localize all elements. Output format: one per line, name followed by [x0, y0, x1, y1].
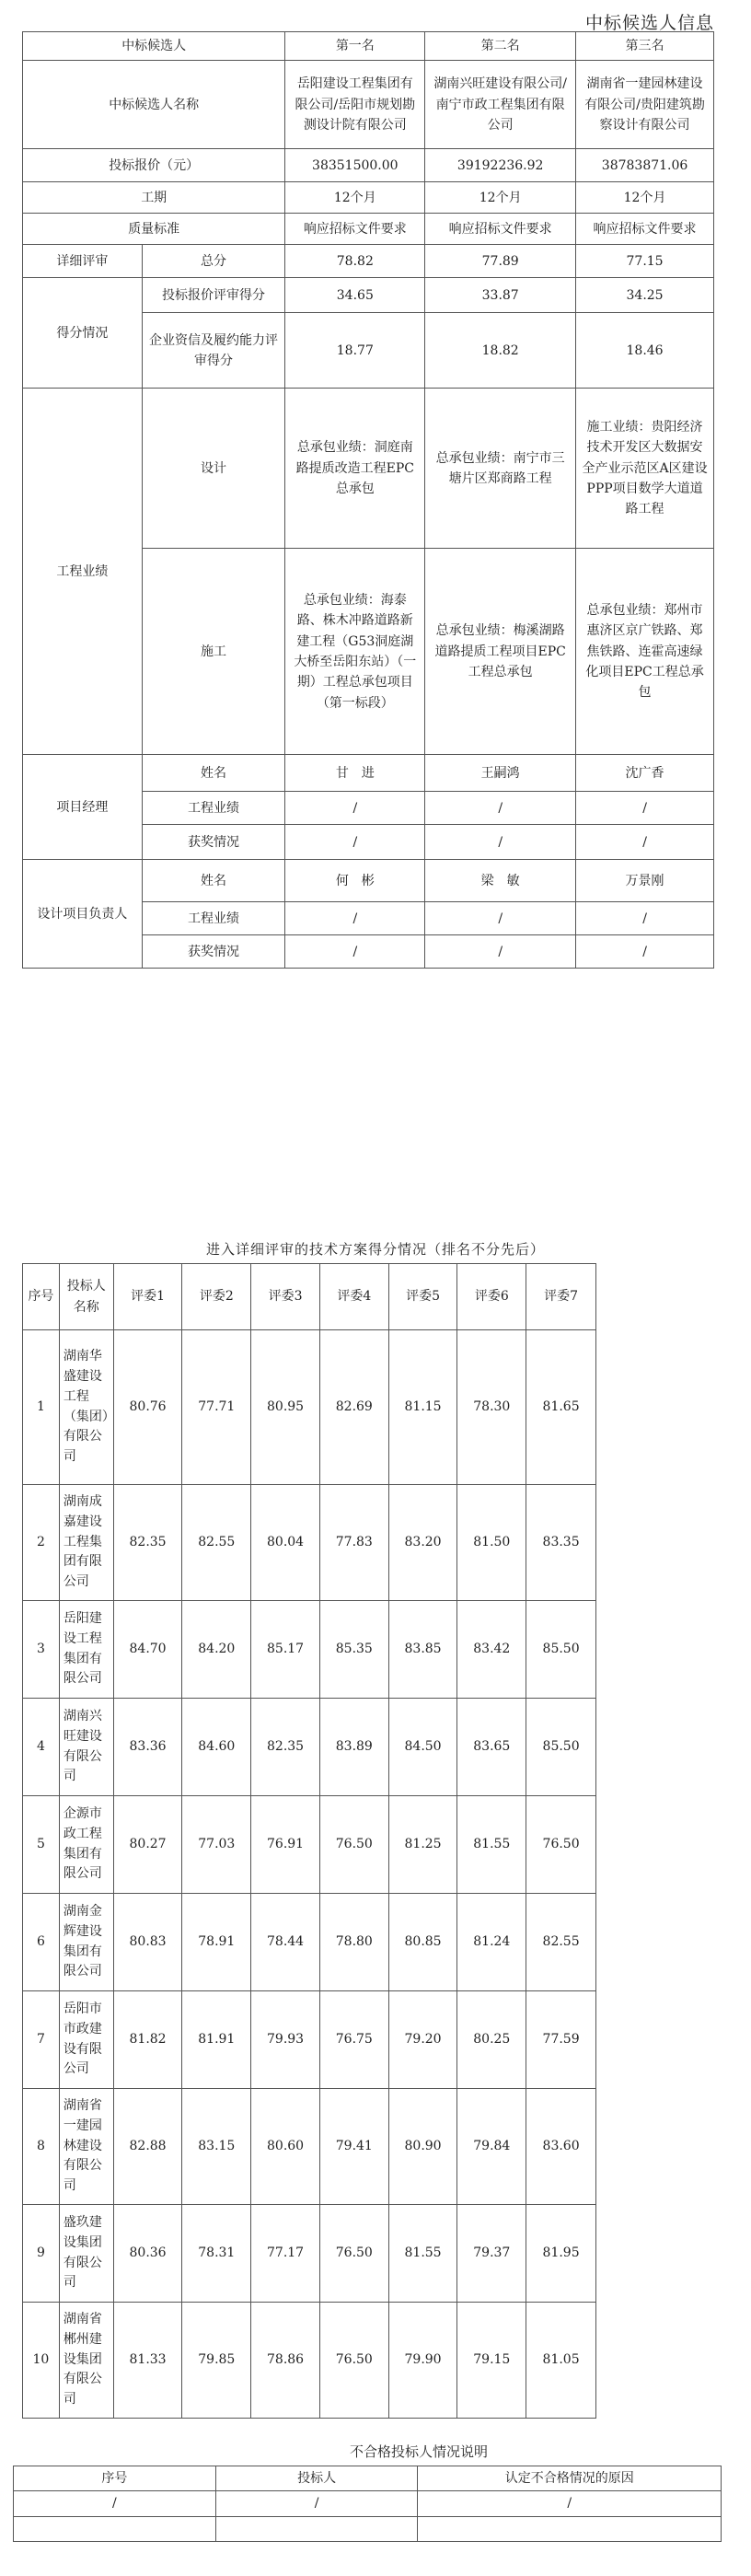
unqualified-no: /: [14, 2491, 216, 2516]
judge-score: 83.60: [526, 2089, 596, 2205]
row-number: 10: [23, 2303, 60, 2419]
col-header: 投标人: [215, 2466, 418, 2491]
dl-name-3: 万景刚: [576, 860, 714, 902]
judge-score: 84.50: [388, 1699, 457, 1796]
rank-2: 第二名: [425, 32, 576, 61]
qual-score-3: 18.46: [576, 313, 714, 389]
bidder-name: 湖南省一建园林建设有限公司: [59, 2089, 113, 2205]
rank-3: 第三名: [576, 32, 714, 61]
quality-label: 质量标准: [23, 214, 285, 245]
table-row: [23, 1991, 596, 2089]
dl-award-label: 获奖情况: [142, 935, 285, 969]
row-number: 7: [23, 1991, 60, 2089]
judge-score: 78.91: [182, 1894, 251, 1991]
judge-score: 83.35: [526, 1485, 596, 1601]
pm-award-3: /: [576, 825, 714, 860]
bidder-name: 湖南金辉建设集团有限公司: [59, 1894, 113, 1991]
dl-name-1: 何 彬: [285, 860, 425, 902]
period-2: 12个月: [425, 182, 576, 214]
rank-1: 第一名: [285, 32, 425, 61]
judge-score: 78.80: [319, 1894, 388, 1991]
judge-score: 81.05: [526, 2303, 596, 2419]
col-header: 评委7: [526, 1264, 596, 1330]
total-2: 77.89: [425, 245, 576, 278]
pm-award-2: /: [425, 825, 576, 860]
price-3: 38783871.06: [576, 149, 714, 182]
judge-score: 78.30: [457, 1330, 526, 1485]
candidate-name-3: 湖南省一建园林建设有限公司/贵阳建筑勘察设计有限公司: [576, 61, 714, 149]
pm-name-3: 沈广香: [576, 755, 714, 792]
dl-perf-1: /: [285, 902, 425, 935]
unqualified-title: 不合格投标人情况说明: [350, 2443, 489, 2460]
dl-perf-3: /: [576, 902, 714, 935]
quality-1: 响应招标文件要求: [285, 214, 425, 245]
tech-score-table: [22, 1263, 596, 2419]
judge-score: 76.50: [319, 2303, 388, 2419]
judge-score: 77.17: [251, 2205, 320, 2303]
row-number: 1: [23, 1330, 60, 1485]
pm-perf-1: /: [285, 792, 425, 825]
table-row: [23, 1485, 596, 1601]
construct-2: 总承包业绩：梅溪湖路道路提质工程项目EPC工程总承包: [425, 549, 576, 755]
judge-score: 78.31: [182, 2205, 251, 2303]
pm-name-1: 甘 进: [285, 755, 425, 792]
row-number: 5: [23, 1796, 60, 1894]
judge-score: 82.55: [182, 1485, 251, 1601]
candidate-table: [22, 31, 714, 969]
dl-award-3: /: [576, 935, 714, 969]
judge-score: 82.69: [319, 1330, 388, 1485]
total-1: 78.82: [285, 245, 425, 278]
judge-score: 80.36: [113, 2205, 182, 2303]
judge-score: 81.33: [113, 2303, 182, 2419]
construct-1: 总承包业绩：海泰路、株木冲路道路新建工程（G53洞庭湖大桥至岳阳东站）（一期）工程总承包项目（第一标段）: [285, 549, 425, 755]
empty-cell: [215, 2516, 418, 2541]
dl-award-2: /: [425, 935, 576, 969]
judge-score: 76.75: [319, 1991, 388, 2089]
judge-score: 81.65: [526, 1330, 596, 1485]
judge-score: 79.20: [388, 1991, 457, 2089]
qual-score-label: 企业资信及履约能力评审得分: [142, 313, 285, 389]
judge-score: 82.55: [526, 1894, 596, 1991]
col-header: 评委6: [457, 1264, 526, 1330]
judge-score: 82.88: [113, 2089, 182, 2205]
performance-label: 工程业绩: [23, 389, 143, 755]
qual-score-2: 18.82: [425, 313, 576, 389]
col-header: 评委1: [113, 1264, 182, 1330]
period-1: 12个月: [285, 182, 425, 214]
judge-score: 82.35: [113, 1485, 182, 1601]
judge-score: 77.83: [319, 1485, 388, 1601]
empty-cell: [14, 2516, 216, 2541]
judge-score: 83.15: [182, 2089, 251, 2205]
table-row: [23, 2205, 596, 2303]
judge-score: 80.25: [457, 1991, 526, 2089]
pm-name-2: 王嗣鸿: [425, 755, 576, 792]
candidate-name-2: 湖南兴旺建设有限公司/南宁市政工程集团有限公司: [425, 61, 576, 149]
period-3: 12个月: [576, 182, 714, 214]
judge-score: 76.50: [319, 1796, 388, 1894]
judge-score: 80.60: [251, 2089, 320, 2205]
table-row: [23, 2303, 596, 2419]
tech-header-row: [23, 1264, 596, 1330]
design-1: 总承包业绩：洞庭南路提质改造工程EPC总承包: [285, 389, 425, 549]
bidder-name: 岳阳建设工程集团有限公司: [59, 1601, 113, 1699]
period-label: 工期: [23, 182, 285, 214]
pm-award-1: /: [285, 825, 425, 860]
judge-score: 81.91: [182, 1991, 251, 2089]
pm-perf-2: /: [425, 792, 576, 825]
bidder-name: 湖南华盛建设工程（集团）有限公司: [59, 1330, 113, 1485]
price-label: 投标报价（元）: [23, 149, 285, 182]
judge-score: 76.91: [251, 1796, 320, 1894]
design-lead-label: 设计项目负责人: [23, 860, 143, 969]
judge-score: 83.42: [457, 1601, 526, 1699]
dl-award-1: /: [285, 935, 425, 969]
judge-score: 76.50: [319, 2205, 388, 2303]
pm-perf-label: 工程业绩: [142, 792, 285, 825]
judge-score: 79.41: [319, 2089, 388, 2205]
judge-score: 81.25: [388, 1796, 457, 1894]
judge-score: 79.37: [457, 2205, 526, 2303]
bidder-name: 湖南省郴州建设集团有限公司: [59, 2303, 113, 2419]
bidder-name: 岳阳市市政建设有限公司: [59, 1991, 113, 2089]
judge-score: 85.50: [526, 1699, 596, 1796]
judge-score: 81.55: [388, 2205, 457, 2303]
col-header: 评委4: [319, 1264, 388, 1330]
judge-score: 79.84: [457, 2089, 526, 2205]
bid-score-3: 34.25: [576, 278, 714, 313]
pm-award-label: 获奖情况: [142, 825, 285, 860]
candidate-name-1: 岳阳建设工程集团有限公司/岳阳市规划勘测设计院有限公司: [285, 61, 425, 149]
col-header: 投标人名称: [59, 1264, 113, 1330]
judge-score: 77.71: [182, 1330, 251, 1485]
judge-score: 81.82: [113, 1991, 182, 2089]
name-label: 中标候选人名称: [23, 61, 285, 149]
row-number: 2: [23, 1485, 60, 1601]
judge-score: 85.35: [319, 1601, 388, 1699]
judge-score: 83.89: [319, 1699, 388, 1796]
empty-cell: [418, 2516, 722, 2541]
judge-score: 80.85: [388, 1894, 457, 1991]
table-row: [23, 1894, 596, 1991]
judge-score: 78.44: [251, 1894, 320, 1991]
dl-perf-2: /: [425, 902, 576, 935]
bidder-name: 湖南成嘉建设工程集团有限公司: [59, 1485, 113, 1601]
price-1: 38351500.00: [285, 149, 425, 182]
judge-score: 82.35: [251, 1699, 320, 1796]
judge-score: 83.65: [457, 1699, 526, 1796]
judge-score: 79.15: [457, 2303, 526, 2419]
judge-score: 83.20: [388, 1485, 457, 1601]
unqualified-table: [13, 2466, 722, 2542]
judge-score: 80.83: [113, 1894, 182, 1991]
construct-label: 施工: [142, 549, 285, 755]
pm-name-label: 姓名: [142, 755, 285, 792]
construct-3: 总承包业绩：郑州市惠济区京广铁路、郑焦铁路、连霍高速绿化项目EPC工程总承包: [576, 549, 714, 755]
table-row: [23, 1699, 596, 1796]
unqualified-bidder: /: [215, 2491, 418, 2516]
judge-score: 80.27: [113, 1796, 182, 1894]
design-3: 施工业绩：贵阳经济技术开发区大数据安全产业示范区A区建设PPP项目数学大道道路工程: [576, 389, 714, 549]
score-label: 得分情况: [23, 278, 143, 389]
judge-score: 85.50: [526, 1601, 596, 1699]
col-header: 评委5: [388, 1264, 457, 1330]
col-header: 评委2: [182, 1264, 251, 1330]
table-row: [23, 2089, 596, 2205]
table-row: [23, 1601, 596, 1699]
qual-score-1: 18.77: [285, 313, 425, 389]
judge-score: 84.60: [182, 1699, 251, 1796]
pm-label: 项目经理: [23, 755, 143, 860]
bidder-name: 企源市政工程集团有限公司: [59, 1796, 113, 1894]
quality-2: 响应招标文件要求: [425, 214, 576, 245]
design-2: 总承包业绩：南宁市三塘片区郑商路工程: [425, 389, 576, 549]
table-row: [23, 1796, 596, 1894]
total-label: 总分: [142, 245, 285, 278]
judge-score: 80.76: [113, 1330, 182, 1485]
row-number: 4: [23, 1699, 60, 1796]
judge-score: 85.17: [251, 1601, 320, 1699]
judge-score: 81.50: [457, 1485, 526, 1601]
total-3: 77.15: [576, 245, 714, 278]
dl-name-label: 姓名: [142, 860, 285, 902]
judge-score: 81.24: [457, 1894, 526, 1991]
col-header: 认定不合格情况的原因: [418, 2466, 722, 2491]
dl-perf-label: 工程业绩: [142, 902, 285, 935]
row-number: 8: [23, 2089, 60, 2205]
bid-score-label: 投标报价评审得分: [142, 278, 285, 313]
bidder-name: 湖南兴旺建设有限公司: [59, 1699, 113, 1796]
row-number: 9: [23, 2205, 60, 2303]
judge-score: 84.20: [182, 1601, 251, 1699]
row-number: 6: [23, 1894, 60, 1991]
judge-score: 79.90: [388, 2303, 457, 2419]
detail-label: 详细评审: [23, 245, 143, 278]
judge-score: 77.59: [526, 1991, 596, 2089]
judge-score: 83.85: [388, 1601, 457, 1699]
judge-score: 79.93: [251, 1991, 320, 2089]
judge-score: 78.86: [251, 2303, 320, 2419]
judge-score: 81.95: [526, 2205, 596, 2303]
design-label: 设计: [142, 389, 285, 549]
unqualified-reason: /: [418, 2491, 722, 2516]
table-row: [23, 1330, 596, 1485]
col-header: 序号: [14, 2466, 216, 2491]
judge-score: 80.04: [251, 1485, 320, 1601]
judge-score: 84.70: [113, 1601, 182, 1699]
header-title: 中标候选人信息: [584, 13, 714, 33]
row-number: 3: [23, 1601, 60, 1699]
judge-score: 80.95: [251, 1330, 320, 1485]
judge-score: 83.36: [113, 1699, 182, 1796]
bid-score-2: 33.87: [425, 278, 576, 313]
judge-score: 81.15: [388, 1330, 457, 1485]
bidder-name: 盛玖建设集团有限公司: [59, 2205, 113, 2303]
judge-score: 76.50: [526, 1796, 596, 1894]
bid-score-1: 34.65: [285, 278, 425, 313]
pm-perf-3: /: [576, 792, 714, 825]
judge-score: 79.85: [182, 2303, 251, 2419]
judge-score: 80.90: [388, 2089, 457, 2205]
judge-score: 81.55: [457, 1796, 526, 1894]
tech-score-title: 进入详细评审的技术方案得分情况（排名不分先后）: [205, 1241, 545, 1258]
dl-name-2: 梁 敏: [425, 860, 576, 902]
col-header: 评委3: [251, 1264, 320, 1330]
quality-3: 响应招标文件要求: [576, 214, 714, 245]
col-header: 序号: [23, 1264, 60, 1330]
header-candidate: 中标候选人: [23, 32, 285, 61]
price-2: 39192236.92: [425, 149, 576, 182]
judge-score: 77.03: [182, 1796, 251, 1894]
